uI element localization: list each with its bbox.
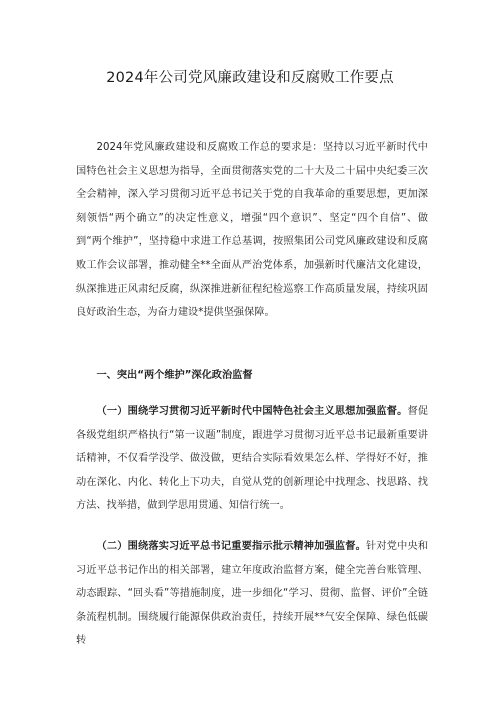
item-1-paragraph	[76, 400, 428, 518]
item-1-body: 督促各级党组织严格执行“第一议题”制度，跟进学习贯彻习近平总书记最新重要讲话精神，不仅看学没学、做没做，更结合实际看效果怎么样、学得好不好，推动在深化、内化、转化上下功夫，自觉从党的创新理论中找理念、找思路、找方法、找举措，做到学思用贯通、知信行统一。	[76, 406, 429, 512]
section-heading-1: 一、突出“两个维护”深化政治监督	[96, 370, 253, 381]
item-2-body: 针对党中央和习近平总书记作出的相关部署，建立年度政治监督方案，健全完善台账管理、动态跟踪、“回头看”等措施制度，进一步细化“学习、贯彻、监督、评价”全链条流程机制。围绕履行能源保供政治责任，持续开展**气安全保障、绿色低碳转	[76, 541, 429, 647]
item-1-heading: （一）围绕学习贯彻习近平新时代中国特色社会主义思想加强监督。	[96, 406, 408, 417]
intro-paragraph: 2024年党风廉政建设和反腐败工作总的要求是：坚持以习近平新时代中国特色社会主义思想为指导，全面贯彻落实党的二十大及二十届中央纪委三次全会精神，深入学习贯彻习近平总书记关于党的自我革命的重要思想，更加深刻领悟“两个确立”的决定性意义，增强“四个意识”、坚定“四个自信”、做到“两个维护”，坚持稳中求进工作总基调，按照集团公司党风廉政建设和反腐败工作会议部署，推动健全**全面从严治党体系，加强新时代廉洁文化建设，纵深推进正风肃纪反腐，纵深推进新征程纪检巡察工作高质量发展，持续巩固良好政治生态，为奋力建设*提供坚强保障。	[76, 142, 428, 319]
document-title: 2024年公司党风廉政建设和反腐败工作要点	[106, 70, 394, 86]
item-2-heading: （二）围绕落实习近平总书记重要指示批示精神加强监督。	[96, 541, 366, 552]
item-2-paragraph	[76, 535, 428, 653]
